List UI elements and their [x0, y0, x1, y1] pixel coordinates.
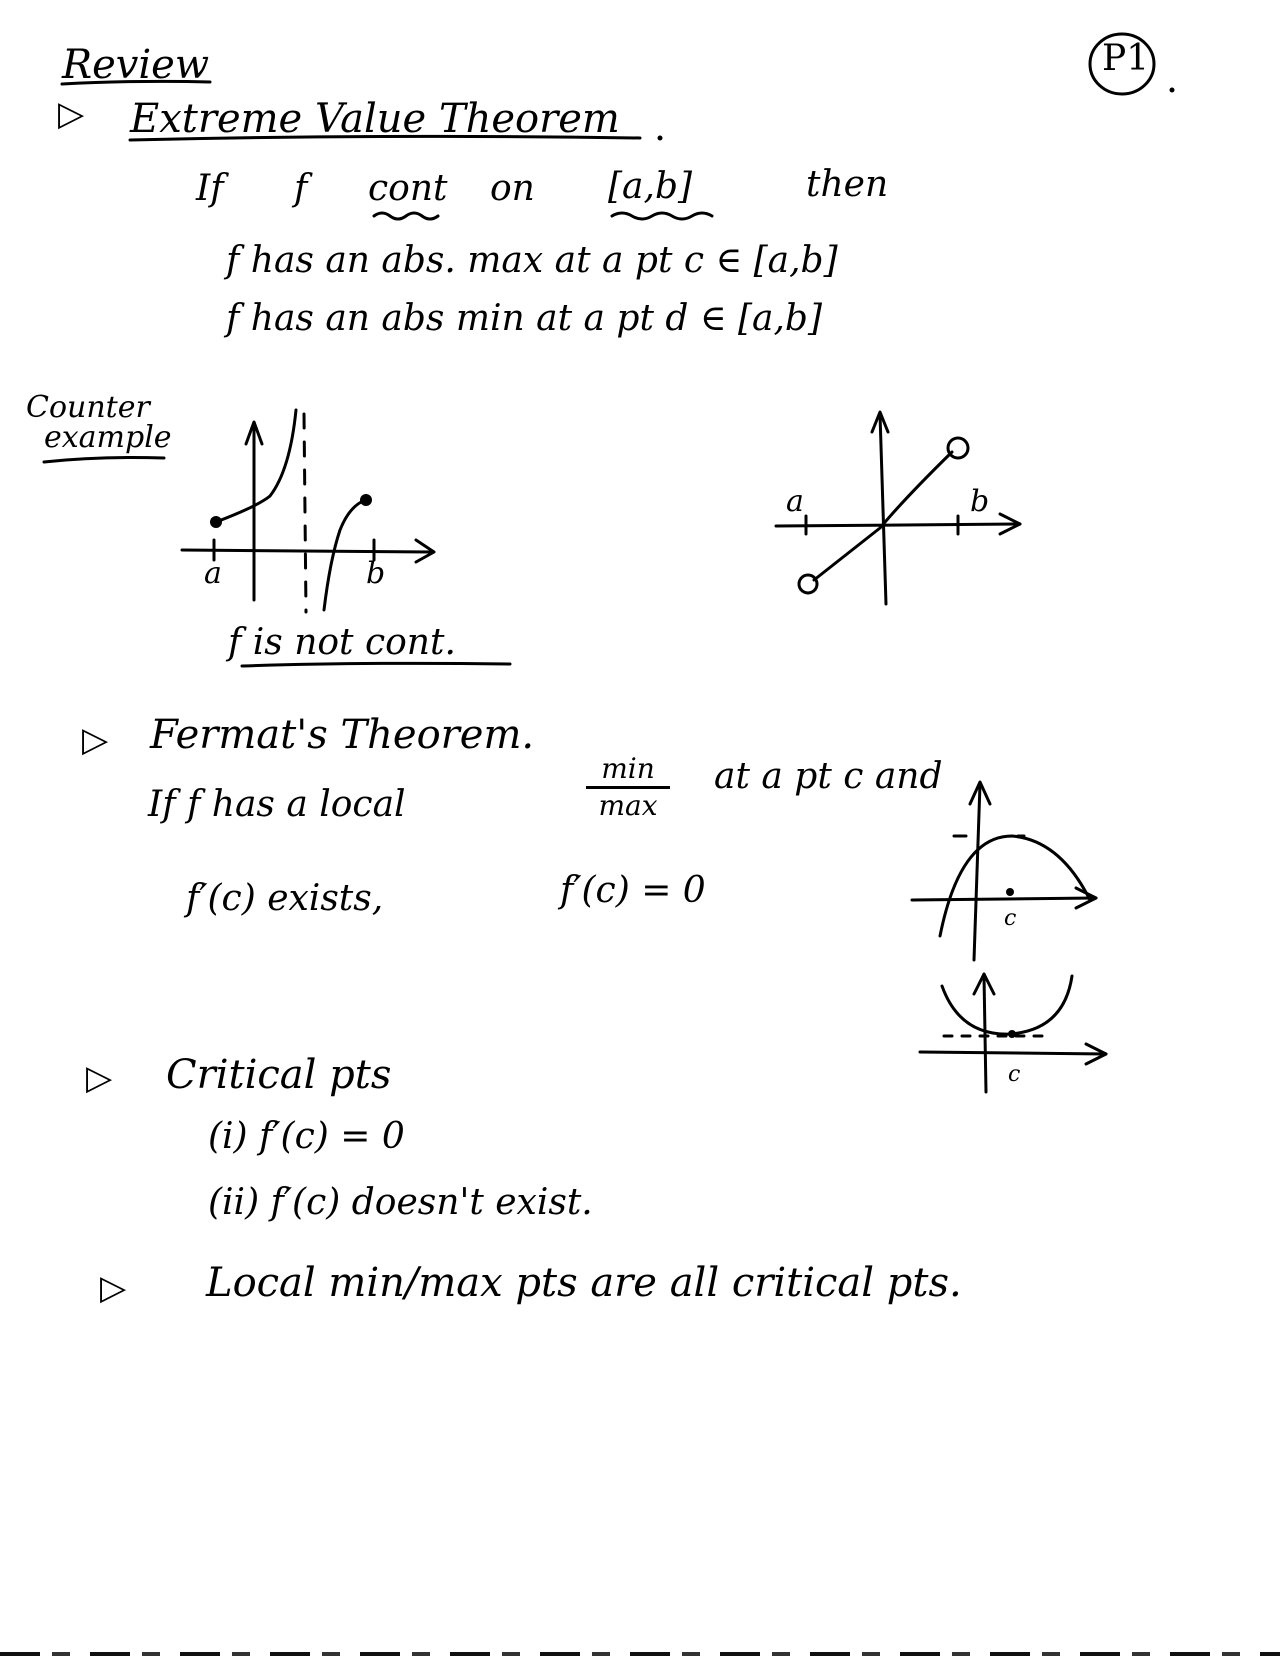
- fermat-min-point: [1008, 1030, 1016, 1038]
- graph1-label-a: a: [204, 556, 222, 591]
- fermat-min-curve: [942, 976, 1072, 1034]
- fermat-line1-before: If f has a local: [148, 784, 406, 825]
- cont-squiggle: [374, 213, 438, 219]
- fermat-max-point: [1006, 888, 1014, 896]
- graph1: [182, 410, 434, 612]
- fermat-frac-max: max: [598, 789, 658, 822]
- evt-cont: cont: [368, 168, 448, 209]
- graph2-label-b: b: [970, 484, 990, 519]
- counter-example-label-1: Counter: [26, 390, 150, 425]
- interval-squiggle: [612, 213, 712, 219]
- counter-example-label-2: example: [44, 420, 172, 455]
- heading-dot: [658, 136, 663, 141]
- fermat-max-curve: [940, 836, 1090, 936]
- fermat-frac-min: min: [586, 752, 670, 789]
- fermat-graph-min: [920, 974, 1106, 1092]
- evt-if: If: [196, 168, 224, 209]
- page-number-circle: [1090, 34, 1154, 94]
- fermat-min-y-axis: [984, 976, 986, 1092]
- graph1-label-b: b: [366, 556, 386, 591]
- evt-then: then: [806, 164, 889, 205]
- caption-underline: [242, 663, 510, 666]
- review-underline: [62, 81, 210, 84]
- fermat-line1-after: at a pt c and: [714, 756, 943, 797]
- graph2-y-axis: [880, 414, 886, 604]
- graph2-open-left: [799, 575, 817, 593]
- bullet-arrow-icon: ▷: [82, 720, 109, 760]
- graph2-open-right: [948, 438, 968, 458]
- graph1-asymptote: [304, 414, 306, 612]
- fermat-max-y-axis: [974, 784, 980, 960]
- evt-line-min: f has an abs min at a pt d ∈ [a,b]: [226, 298, 822, 339]
- evt-on: on: [490, 168, 535, 209]
- graph2-x-axis: [776, 524, 1020, 526]
- counter-example-caption: f is not cont.: [228, 622, 456, 663]
- local-statement: Local min/max pts are all critical pts.: [206, 1260, 962, 1306]
- evt-heading: Extreme Value Theorem: [130, 96, 620, 142]
- page-number: P1: [1102, 38, 1150, 79]
- bullet-arrow-icon: ▷: [58, 94, 85, 134]
- critical-heading: Critical pts: [166, 1052, 392, 1098]
- fermat-min-x-axis: [920, 1052, 1106, 1054]
- fermat-graph-top-c: c: [1004, 906, 1017, 931]
- page-dot: [1170, 88, 1175, 93]
- scan-edge: [0, 1652, 1280, 1656]
- graph2-label-a: a: [786, 484, 804, 519]
- fermat-heading: Fermat's Theorem.: [150, 712, 535, 758]
- fermat-line2-left: f′(c) exists,: [186, 878, 384, 919]
- critical-item-2: (ii) f′(c) doesn't exist.: [208, 1182, 593, 1223]
- evt-underline: [130, 136, 640, 140]
- graph1-right-endpoint: [360, 494, 372, 506]
- bullet-arrow-icon: ▷: [100, 1268, 127, 1308]
- graph2: [776, 412, 1020, 604]
- review-title: Review: [62, 42, 210, 88]
- fermat-graph-bottom-c: c: [1008, 1062, 1021, 1087]
- evt-f: f: [294, 168, 308, 209]
- evt-interval: [a,b]: [608, 166, 693, 207]
- graph1-left-endpoint: [210, 516, 222, 528]
- counter-example-underline: [44, 458, 164, 463]
- fermat-graph-max: [912, 782, 1096, 960]
- graph1-x-axis: [182, 550, 432, 552]
- critical-item-1: (i) f′(c) = 0: [208, 1116, 405, 1157]
- fermat-max-x-axis: [912, 898, 1096, 900]
- evt-line-max: f has an abs. max at a pt c ∈ [a,b]: [226, 240, 838, 281]
- bullet-arrow-icon: ▷: [86, 1058, 113, 1098]
- graph1-right-branch: [324, 500, 366, 610]
- fermat-line2-right: f′(c) = 0: [560, 870, 706, 911]
